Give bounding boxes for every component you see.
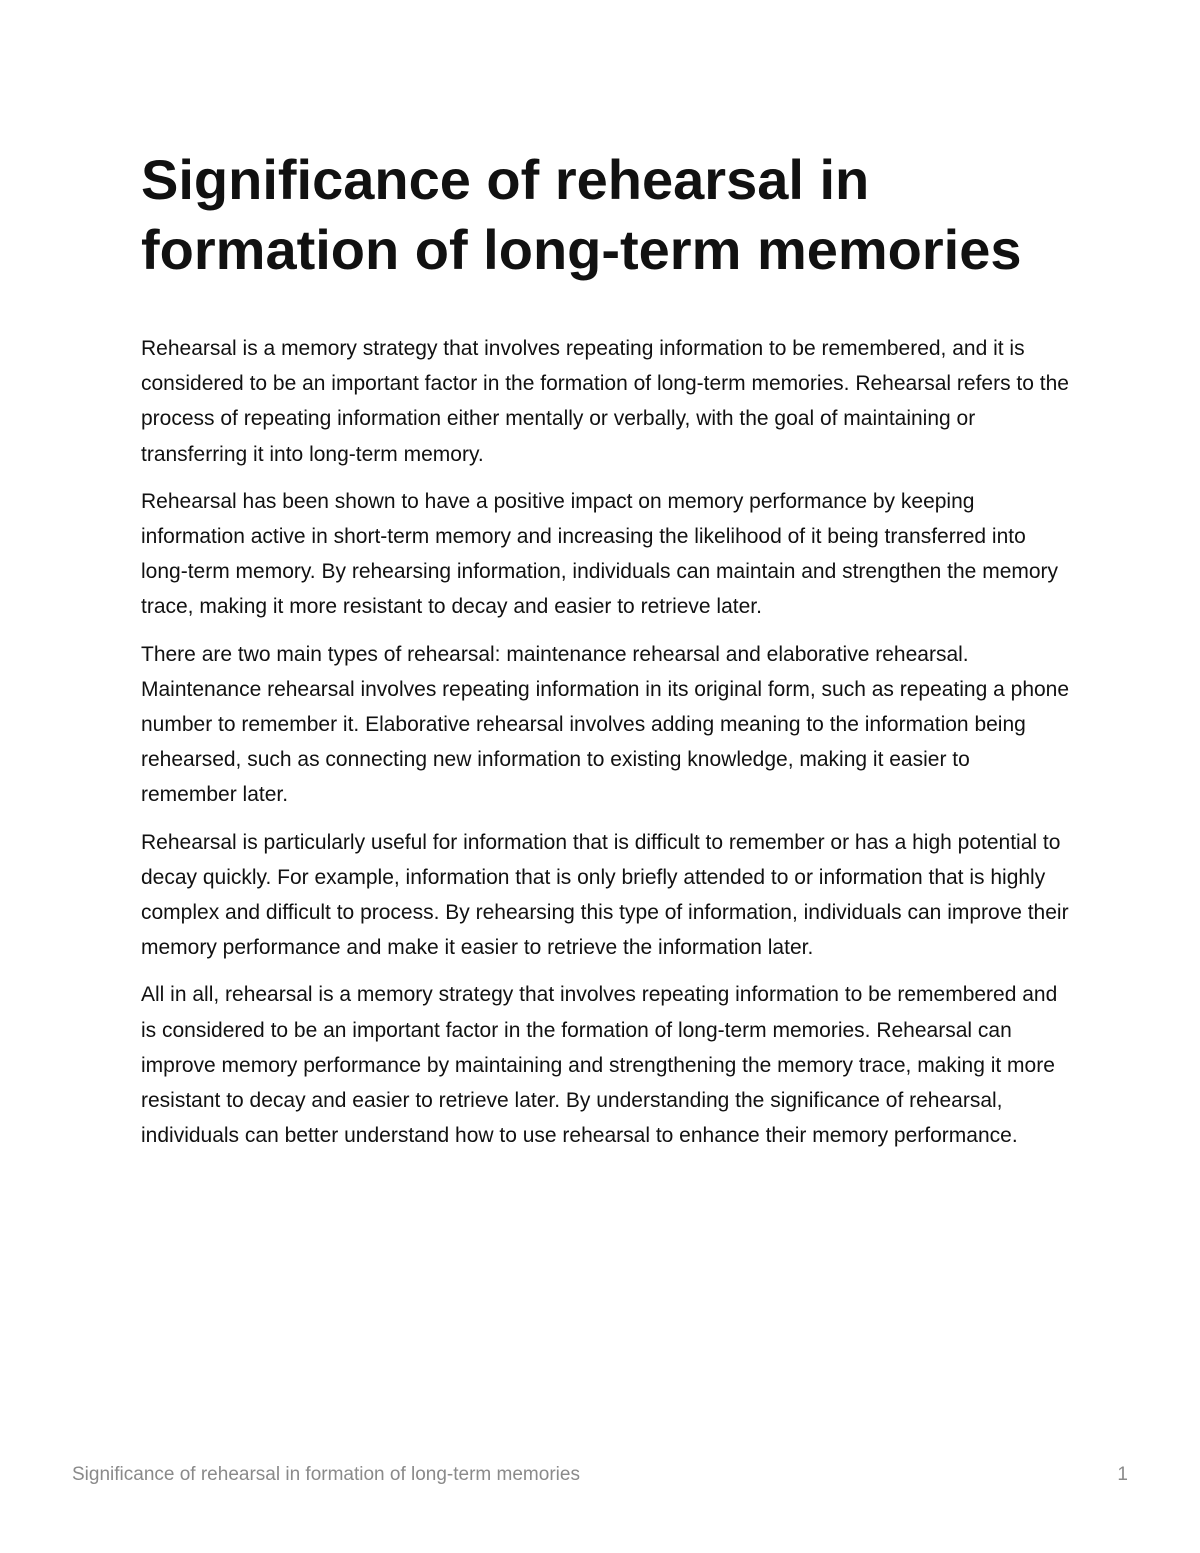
document-title xyxy=(141,145,1071,285)
title-line-2: formation of long-term memories xyxy=(141,218,1022,281)
paragraph-3: There are two main types of rehearsal: maintenance rehearsal and elaborative rehearsal. Maintenance rehearsal involves repeating information in its original form, such as repeating a phone number to remember it. Elaborative rehearsal involves adding meaning to the information being rehearsed, such as connecting new information to existing knowledge, making it easier to remember later. xyxy=(141,642,1070,807)
footer-title: Significance of rehearsal in formation of long-term memories xyxy=(72,1464,580,1485)
document-body xyxy=(141,145,1071,1165)
page-footer xyxy=(72,1464,1128,1494)
page-number: 1 xyxy=(1117,1464,1128,1485)
paragraph-1: Rehearsal is a memory strategy that involves repeating information to be remembered, and it is considered to be an important factor in the formation of long-term memories. Rehearsal refers to the process of repeating information either mentally or verbally, with the goal of maintaining or transferring it into long-term memory. xyxy=(141,337,1069,466)
paragraph-4: Rehearsal is particularly useful for information that is difficult to remember or has a high potential to decay quickly. For example, information that is only briefly attended to or information that is highly complex and difficult to process. By rehearsing this type of information, individuals can improve their memory performance and make it easier to retrieve the information later. xyxy=(141,830,1069,960)
title-line-1: Significance of rehearsal in xyxy=(141,148,870,211)
paragraph-2: Rehearsal has been shown to have a positive impact on memory performance by keeping information active in short-term memory and increasing the likelihood of it being transferred into long-term memory. By rehearsing information, individuals can maintain and strengthen the memory trace, making it more resistant to decay and easier to retrieve later. xyxy=(141,489,1059,619)
paragraph-5: All in all, rehearsal is a memory strategy that involves repeating information to be remembered and is considered to be an important factor in the formation of long-term memories. Rehearsal can improve memory performance by maintaining and strengthening the memory trace, making it more resistant to decay and easier to retrieve later. By understanding the significance of rehearsal, individuals can better understand how to use rehearsal to enhance their memory performance. xyxy=(141,983,1058,1148)
